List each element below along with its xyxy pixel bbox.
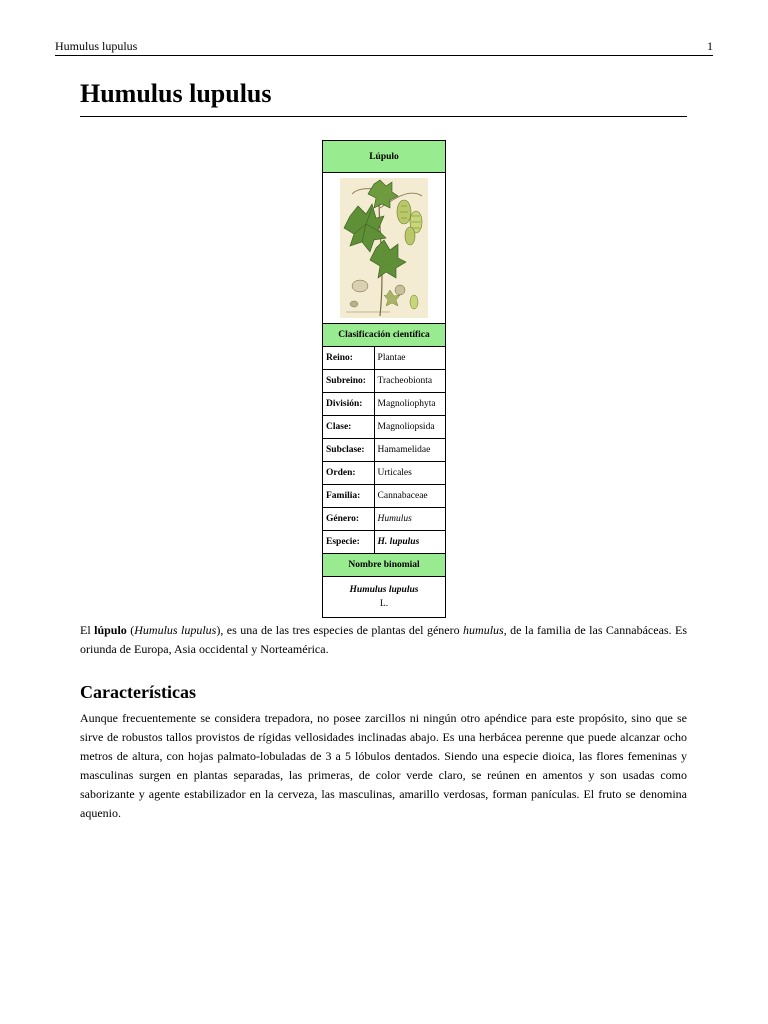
taxon-rank: Orden: (323, 462, 375, 485)
taxon-value: Magnoliophyta (374, 393, 445, 416)
taxon-value-link[interactable]: Humulus (374, 508, 445, 531)
taxon-rank: Familia: (323, 485, 375, 508)
intro-bold-term: lúpulo (94, 623, 127, 637)
infobox-title: Lúpulo (323, 141, 446, 173)
taxon-rank: Subclase: (323, 439, 375, 462)
section-heading: Características (80, 682, 196, 702)
taxon-row-subclase (323, 439, 446, 462)
intro-text: , de la familia de las Cannabáceas. Es oriunda de Europa, Asia occidental y Norteamérica. (80, 623, 687, 656)
intro-text: ( (126, 623, 135, 637)
taxon-value: Cannabaceae (374, 485, 445, 508)
taxon-row-division (323, 393, 446, 416)
taxobox (322, 140, 446, 618)
binomial-heading: Nombre binomial (323, 554, 446, 577)
taxon-row-clase (323, 416, 446, 439)
taxon-value: H. lupulus (374, 531, 445, 554)
taxon-row-reino (323, 347, 446, 370)
intro-paragraph (80, 621, 687, 659)
binomial-cell (323, 577, 446, 618)
genus-link[interactable]: humulus (463, 623, 504, 637)
taxon-row-orden (323, 462, 446, 485)
characteristics-paragraph: Aunque frecuentemente se considera trepadora, no posee zarcillos ni ningún otro apéndice para este propósito, sino que se sirve de robustos tallos provistos de rígidas vellosidades inclinadas abajo. Es una herbácea perenne que puede alcanzar ocho metros de altura, con hojas palmato-lobuladas de 3 a 5 lóbulos dentados. Siendo una especie dioica, las flores femeninas y masculinas surgen en plantas separadas, las primeras, de color verde claro, se reúnen en amentos y son usadas como saborizante y agente estabilizador en la cerveza, las masculinas, amarillo verdosas, forman panículas. El fruto se denomina aquenio. (80, 711, 687, 820)
taxon-rank: Subreino: (323, 370, 375, 393)
taxon-value: Magnoliopsida (374, 416, 445, 439)
page-title: Humulus lupulus (80, 76, 687, 117)
taxon-rank: Género: (323, 508, 375, 531)
taxon-row-familia (323, 485, 446, 508)
taxon-rank: Reino: (323, 347, 375, 370)
running-header-title: Humulus lupulus (55, 39, 138, 53)
hop-plant-illustration[interactable] (340, 178, 428, 318)
intro-text: El (80, 623, 95, 637)
taxon-row-especie (323, 531, 446, 554)
running-header (55, 38, 713, 56)
taxon-value: Tracheobionta (374, 370, 445, 393)
binomial-author: L. (379, 599, 389, 609)
intro-text: ), es una de las tres especies de plantas del género (216, 623, 464, 637)
taxon-rank: División: (323, 393, 375, 416)
taxon-value: Urticales (374, 462, 445, 485)
page-number: 1 (707, 39, 713, 53)
binomial-name: Humulus lupulus (349, 585, 419, 595)
taxon-row-genero (323, 508, 446, 531)
intro-scientific-name: Humulus lupulus (134, 623, 217, 637)
taxon-row-subreino (323, 370, 446, 393)
taxon-rank: Especie: (323, 531, 375, 554)
classification-heading: Clasificación científica (323, 324, 446, 347)
taxon-value: Plantae (374, 347, 445, 370)
taxon-value: Hamamelidae (374, 439, 445, 462)
taxon-rank: Clase: (323, 416, 375, 439)
